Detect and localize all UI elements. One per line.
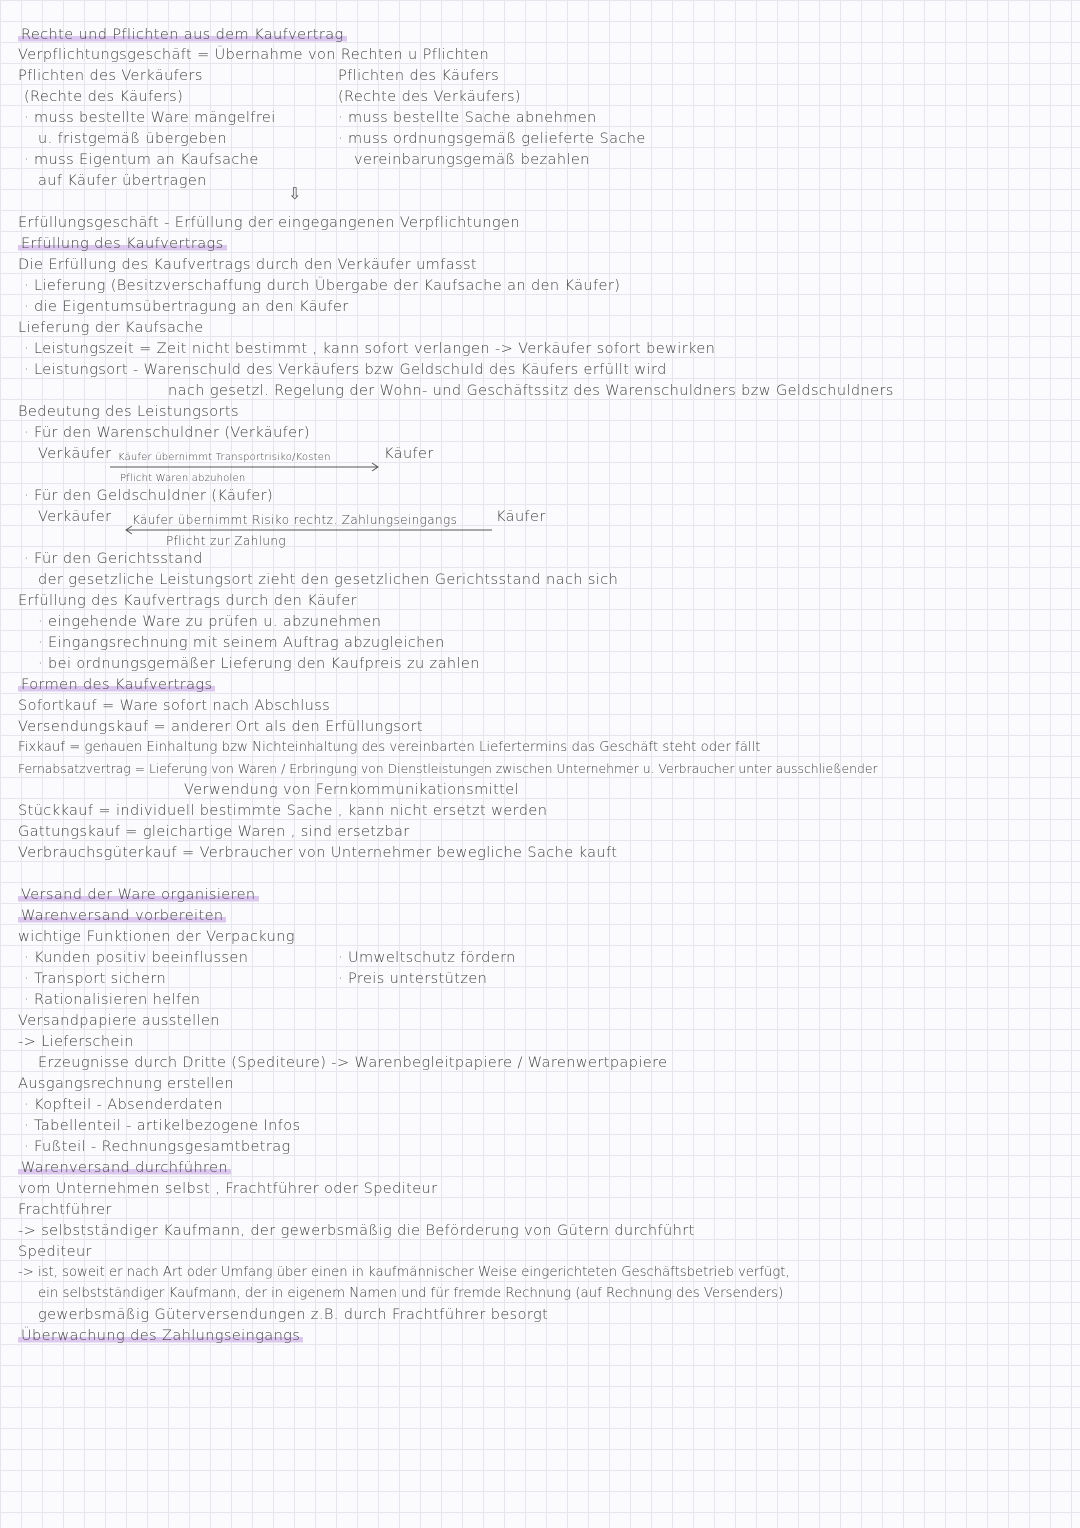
text-line: nach gesetzl. Regelung der Wohn- und Geschäftssitz des Warenschuldners bzw Geldschuldners	[168, 383, 894, 399]
text-line: Versendungskauf = anderer Ort als den Erfüllungsort	[18, 719, 423, 735]
text-line: · die Eigentumsübertragung an den Käufer	[24, 299, 349, 315]
text-line: vom Unternehmen selbst , Frachtführer oder Spediteur	[18, 1181, 438, 1197]
text-line: (Rechte des Verkäufers)	[338, 89, 521, 105]
diagram-pflicht-text: Pflicht Waren abzuholen	[120, 473, 246, 484]
text-line: Erzeugnisse durch Dritte (Spediteure) -> Warenbegleitpapiere / Warenwertpapiere	[38, 1055, 668, 1071]
text-line: · muss Eigentum an Kaufsache	[24, 152, 259, 168]
text-line: · Für den Geldschuldner (Käufer)	[24, 488, 274, 504]
text-line: · Preis unterstützen	[338, 971, 488, 987]
text-line: auf Käufer übertragen	[38, 173, 207, 189]
heading-erfuellung-kaufvertrag: Erfüllung des Kaufvertrags	[18, 235, 227, 253]
heading-versand: Versand der Ware organisieren	[18, 886, 259, 904]
diagram-arrow-text: Käufer übernimmt Transportrisiko/Kosten	[118, 452, 331, 463]
text-line: Die Erfüllung des Kaufvertrags durch den Verkäufer umfasst	[18, 257, 477, 273]
diagram-kaeufer-label: Käufer	[384, 446, 434, 462]
heading-ueberwachung: Überwachung des Zahlungseingangs	[18, 1327, 303, 1345]
text-line: Spediteur	[18, 1244, 92, 1260]
text-line: Ausgangsrechnung erstellen	[18, 1076, 234, 1092]
text-line: Lieferung der Kaufsache	[18, 320, 204, 336]
diagram-verkaeufer-label: Verkäufer	[38, 446, 112, 462]
text-line: · Kunden positiv beeinflussen	[24, 950, 249, 966]
text-line: · Tabellenteil - artikelbezogene Infos	[24, 1118, 301, 1134]
text-line: · Transport sichern	[24, 971, 167, 987]
diagram-pflicht-text: Pflicht zur Zahlung	[166, 534, 287, 548]
text-line: Pflichten des Käufers	[338, 68, 500, 84]
text-line: · Kopfteil - Absenderdaten	[24, 1097, 223, 1113]
text-line: · eingehende Ware zu prüfen u. abzunehmen	[38, 614, 382, 630]
text-line: wichtige Funktionen der Verpackung	[18, 929, 295, 945]
text-line: Verwendung von Fernkommunikationsmittel	[184, 782, 519, 798]
text-line: Versandpapiere ausstellen	[18, 1013, 220, 1029]
text-line: Gattungskauf = gleichartige Waren , sind ersetzbar	[18, 824, 410, 840]
text-line: Verbrauchsgüterkauf = Verbraucher von Unternehmer bewegliche Sache kauft	[18, 845, 618, 861]
text-line: ein selbstständiger Kaufmann, der in eigenem Namen und für fremde Rechnung (auf Rechnung des Versenders)	[38, 1286, 784, 1301]
text-line: Pflichten des Verkäufers	[18, 68, 203, 84]
heading-warenversand-durchfuehren: Warenversand durchführen	[18, 1159, 231, 1177]
text-line: · bei ordnungsgemäßer Lieferung den Kaufpreis zu zahlen	[38, 656, 480, 672]
heading-formen-kaufvertrag: Formen des Kaufvertrags	[18, 676, 215, 694]
text-line: · Lieferung (Besitzverschaffung durch Übergabe der Kaufsache an den Käufer)	[24, 278, 621, 294]
text-line: gewerbsmäßig Güterversendungen z.B. durch Frachtführer besorgt	[38, 1307, 549, 1323]
text-line: · Eingangsrechnung mit seinem Auftrag abzugleichen	[38, 635, 445, 651]
text-line: -> ist, soweit er nach Art oder Umfang über einen in kaufmännischer Weise eingerichteten Geschäftsbetrieb verfügt,	[18, 1265, 790, 1280]
text-line: Frachtführer	[18, 1202, 112, 1218]
text-line: vereinbarungsgemäß bezahlen	[354, 152, 590, 168]
text-line: Erfüllungsgeschäft - Erfüllung der eingegangenen Verpflichtungen	[18, 215, 520, 231]
text-line: Sofortkauf = Ware sofort nach Abschluss	[18, 698, 331, 714]
text-line: · muss bestellte Sache abnehmen	[338, 110, 597, 126]
text-line: Fernabsatzvertrag = Lieferung von Waren / Erbringung von Dienstleistungen zwischen Unternehmer u. Verbraucher unter ausschließender	[18, 761, 878, 776]
text-line: · Für den Warenschuldner (Verkäufer)	[24, 425, 310, 441]
text-line: Verpflichtungsgeschäft = Übernahme von Rechten u Pflichten	[18, 47, 490, 63]
text-line: Erfüllung des Kaufvertrags durch den Käufer	[18, 593, 357, 609]
diagram-verkaeufer-label: Verkäufer	[38, 509, 112, 525]
text-line: · muss bestellte Ware mängelfrei	[24, 110, 276, 126]
diagram-kaeufer-label: Käufer	[496, 509, 546, 525]
arrow-down-icon: ⇩	[288, 184, 302, 203]
text-line: · Leistungsort - Warenschuld des Verkäufers bzw Geldschuld des Käufers erfüllt wird	[24, 362, 667, 378]
text-line: · Für den Gerichtsstand	[24, 551, 203, 567]
text-line: der gesetzliche Leistungsort zieht den gesetzlichen Gerichtsstand nach sich	[38, 572, 619, 588]
text-line: · Leistungszeit = Zeit nicht bestimmt , kann sofort verlangen -> Verkäufer sofort bewirken	[24, 341, 716, 357]
diagram-arrow-text: Käufer übernimmt Risiko rechtz. Zahlungseingangs	[132, 513, 458, 527]
text-line: Bedeutung des Leistungsorts	[18, 404, 239, 420]
heading-rechte-pflichten: Rechte und Pflichten aus dem Kaufvertrag	[18, 26, 347, 44]
text-line: Fixkauf = genauen Einhaltung bzw Nichteinhaltung des vereinbarten Liefertermins das Geschäft steht oder fällt	[18, 740, 761, 755]
text-line: u. fristgemäß übergeben	[38, 131, 227, 147]
text-line: · Fußteil - Rechnungsgesamtbetrag	[24, 1139, 291, 1155]
text-line: (Rechte des Käufers)	[24, 89, 184, 105]
text-line: -> selbstständiger Kaufmann, der gewerbsmäßig die Beförderung von Gütern durchführt	[18, 1223, 695, 1239]
text-line: -> Lieferschein	[18, 1034, 134, 1050]
text-line: Stückkauf = individuell bestimmte Sache , kann nicht ersetzt werden	[18, 803, 548, 819]
heading-warenversand-vorbereiten: Warenversand vorbereiten	[18, 907, 226, 925]
text-line: · Umweltschutz fördern	[338, 950, 516, 966]
text-line: · Rationalisieren helfen	[24, 992, 201, 1008]
text-line: · muss ordnungsgemäß gelieferte Sache	[338, 131, 646, 147]
